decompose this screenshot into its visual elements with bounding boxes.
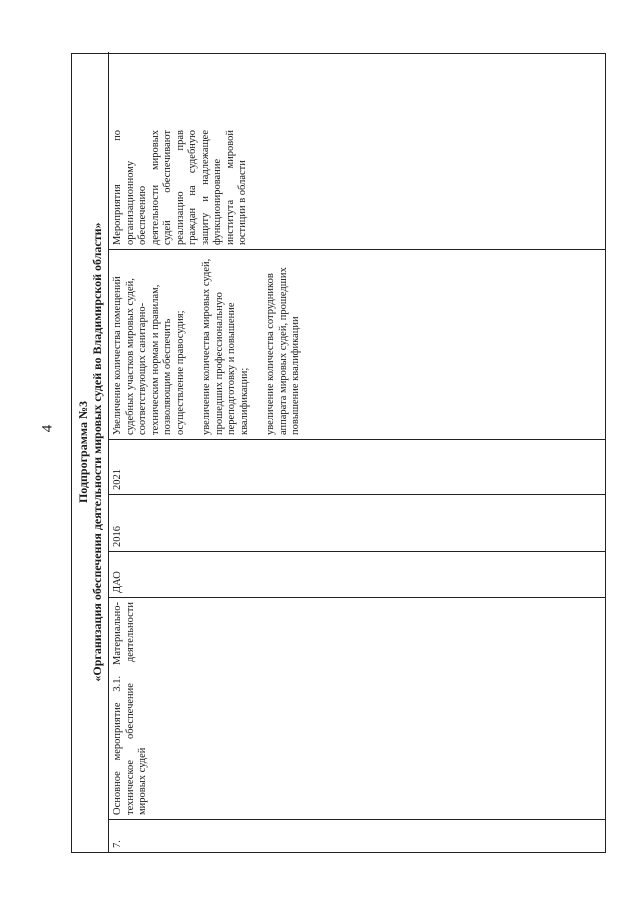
end-year-cell <box>109 439 606 494</box>
table-row <box>109 52 606 852</box>
executor-cell <box>109 551 606 597</box>
start-year: 2016 <box>112 526 123 547</box>
start-year-cell <box>109 494 606 551</box>
program-table <box>71 53 606 853</box>
row-number: 7. <box>112 840 123 848</box>
executor: ДАО <box>112 571 123 593</box>
table-header <box>72 52 109 852</box>
page-number: 4 <box>39 424 56 433</box>
result-item: увеличение количества мировых судей, прошедших профессиональную переподготовку и повышение квалификации; <box>201 258 250 435</box>
subprogram-title: Подпрограмма №3 <box>76 400 90 504</box>
description-cell <box>109 52 606 249</box>
end-year: 2021 <box>112 469 123 490</box>
row-number-cell <box>109 819 606 852</box>
result-item: увеличение количества сотрудников аппарата мировых судей, прошедших повышение квалификации <box>265 267 301 435</box>
result-item: Увеличение количества помещений судебных участков мировых судей, соответствующих санитарно-техническим нормам и правилам, позволяющим обеспечить осуществление правосудия; <box>112 276 186 435</box>
activity-name: Основное мероприятие 3.1. Материально-техническое обеспечение деятельности мировых судей <box>112 602 148 815</box>
subprogram-subtitle: «Организация обеспечения деятельности мировых судей во Владимирской области» <box>90 222 104 682</box>
activity-description: Мероприятия по организационному обеспечению деятельности мировых судей обеспечивают реализацию прав граждан на судебную защиту и надлежащее функционирование института мировой юстиции в области <box>112 130 248 245</box>
activity-name-cell <box>109 597 606 819</box>
results-cell <box>109 249 606 439</box>
